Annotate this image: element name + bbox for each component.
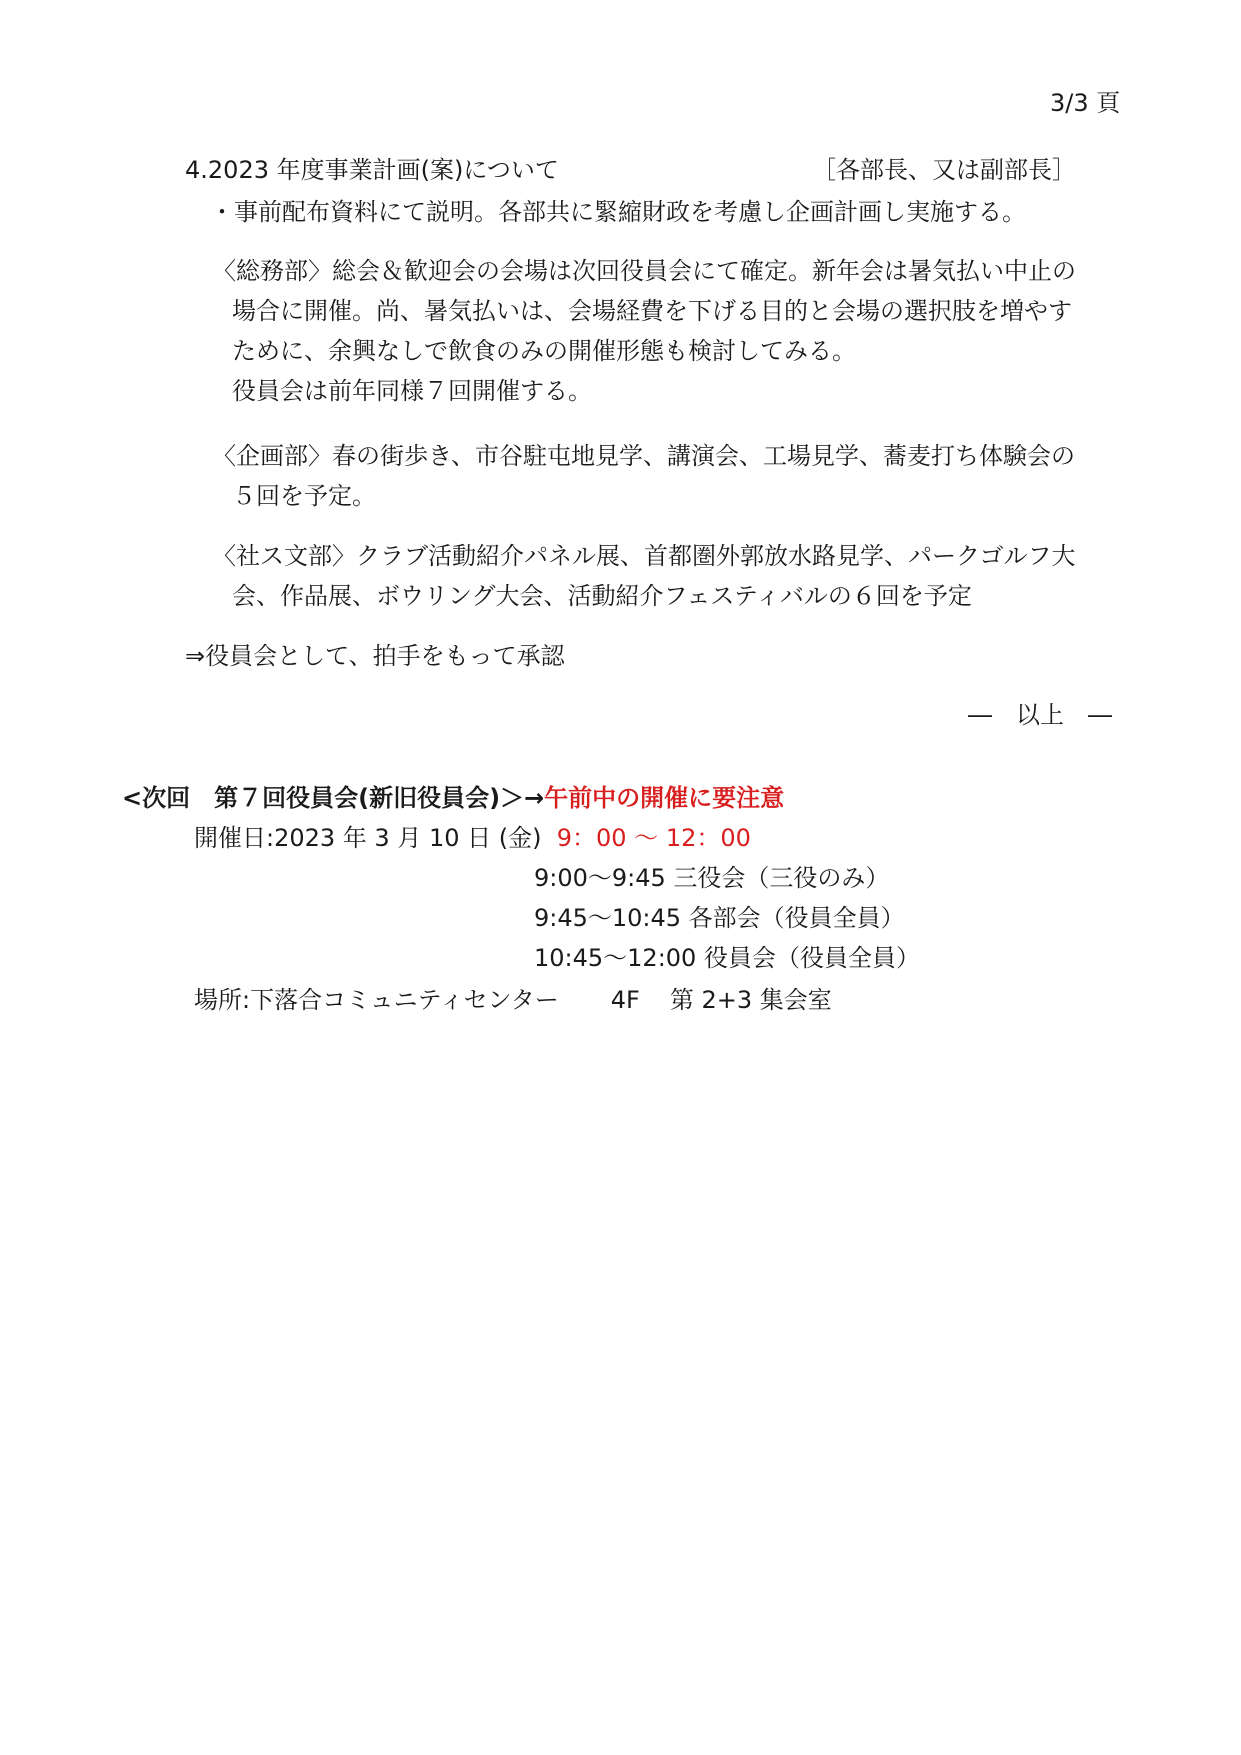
department-line: 場合に開催。尚、暑気払いは、会場経費を下げる目的と会場の選択肢を増やす (232, 297, 1072, 325)
section-assignee: ［各部長、又は副部長］ (812, 156, 1076, 184)
department-line: 会、作品展、ボウリング大会、活動紹介フェスティバルの６回を予定 (232, 582, 972, 610)
department-line: ５回を予定。 (232, 482, 376, 510)
meeting-place-room: 第 2+3 集会室 (669, 986, 832, 1014)
department-line: 〈総務部〉総会＆歓迎会の会場は次回役員会にて確定。新年会は暑気払い中止の (212, 257, 1076, 285)
next-meeting-title (122, 783, 784, 813)
meeting-date-label: 開催日:2023 年 3 月 10 日 (金) (194, 824, 542, 852)
section-heading: 4.2023 年度事業計画(案)について (185, 156, 559, 184)
meeting-place (194, 985, 832, 1015)
meeting-place-floor: 4F (610, 986, 640, 1014)
approval-conclusion: ⇒役員会として、拍手をもって承認 (185, 642, 565, 670)
department-line: 〈企画部〉春の街歩き、市谷駐屯地見学、講演会、工場見学、蕎麦打ち体験会の (212, 442, 1076, 470)
section-bullet: ・事前配布資料にて説明。各部共に緊縮財政を考慮し企画計画し実施する。 (210, 198, 1026, 226)
department-line: 役員会は前年同様７回開催する。 (232, 377, 592, 405)
next-meeting-warning: 午前中の開催に要注意 (544, 784, 785, 812)
meeting-time-range: 9：00 ～ 12：00 (556, 824, 751, 852)
schedule-item: 9:45～10:45 各部会（役員全員） (534, 904, 905, 932)
meeting-date (194, 823, 751, 853)
schedule-item: 9:00～9:45 三役会（三役のみ） (534, 864, 890, 892)
department-line: 〈社ス文部〉クラブ活動紹介パネル展、首都圏外郭放水路見学、パークゴルフ大 (212, 542, 1076, 570)
schedule-item: 10:45～12:00 役員会（役員全員） (534, 944, 920, 972)
department-line: ために、余興なしで飲食のみの開催形態も検討してみる。 (232, 337, 856, 365)
next-meeting-title-text: <次回 第７回役員会(新旧役員会)＞→ (122, 784, 545, 812)
meeting-place-label: 場所:下落合コミュニティセンター (194, 986, 559, 1014)
end-mark: ― 以上 ― (968, 701, 1112, 729)
page-number: 3/3 頁 (1050, 89, 1121, 117)
